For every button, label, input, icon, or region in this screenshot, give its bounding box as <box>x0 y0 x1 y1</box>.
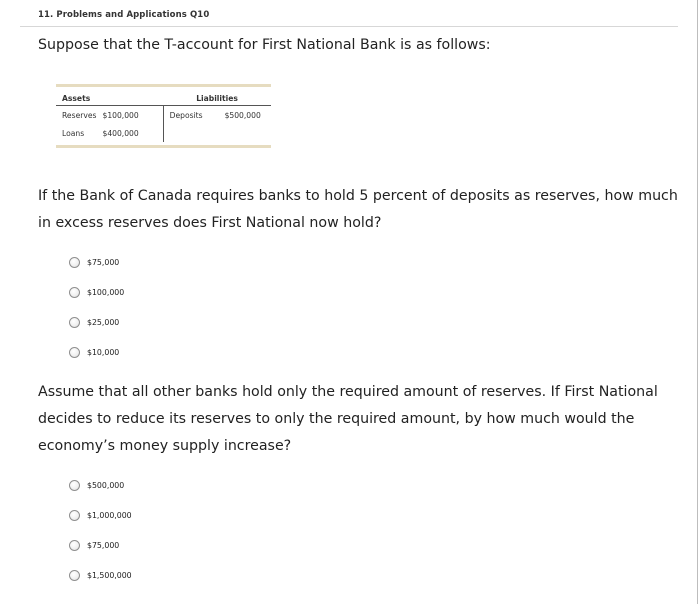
t-account-bottom-bar <box>56 145 271 148</box>
q2-option-4[interactable] <box>69 567 132 583</box>
liability-label <box>163 124 212 142</box>
radio-button-icon[interactable] <box>69 540 80 551</box>
intro-text: Suppose that the T-account for First National Bank is as follows: <box>38 37 491 53</box>
t-account-table <box>56 84 271 148</box>
option-label: $10,000 <box>87 347 120 357</box>
liabilities-header: Liabilities <box>163 87 271 106</box>
q2-option-1[interactable] <box>69 477 124 493</box>
radio-button-icon[interactable] <box>69 570 80 581</box>
q1-option-2[interactable] <box>69 284 124 300</box>
asset-value: $400,000 <box>96 124 163 142</box>
q1-option-4[interactable] <box>69 344 119 360</box>
option-label: $25,000 <box>87 317 120 327</box>
radio-button-icon[interactable] <box>69 257 80 268</box>
radio-button-icon[interactable] <box>69 287 80 298</box>
option-label: $75,000 <box>87 540 120 550</box>
liability-value <box>213 124 271 142</box>
option-label: $1,000,000 <box>87 510 132 520</box>
asset-value: $100,000 <box>96 106 163 125</box>
radio-button-icon[interactable] <box>69 510 80 521</box>
option-label: $75,000 <box>87 257 120 267</box>
q2-option-2[interactable] <box>69 507 132 523</box>
option-label: $500,000 <box>87 480 125 490</box>
header-divider <box>20 26 678 27</box>
asset-label: Reserves <box>62 111 97 120</box>
option-label: $100,000 <box>87 287 125 297</box>
radio-button-icon[interactable] <box>69 480 80 491</box>
q2-option-3[interactable] <box>69 537 119 553</box>
q1-option-3[interactable] <box>69 314 119 330</box>
q1-option-1[interactable] <box>69 254 119 270</box>
radio-button-icon[interactable] <box>69 347 80 358</box>
problem-header: 11. Problems and Applications Q10 <box>38 10 210 20</box>
question-2-text: Assume that all other banks hold only the required amount of reserves. If First National decides to reduce its reserves to only the required amount, by how much would the economy’s money supply increase? <box>38 384 658 454</box>
option-label: $1,500,000 <box>87 570 132 580</box>
table-row <box>56 124 271 142</box>
liability-value: $500,000 <box>224 111 261 120</box>
assets-header: Assets <box>56 87 163 106</box>
asset-label: Loans <box>62 129 85 138</box>
liability-label: Deposits <box>169 111 203 120</box>
radio-button-icon[interactable] <box>69 317 80 328</box>
table-row <box>56 106 271 125</box>
question-1-text: If the Bank of Canada requires banks to hold 5 percent of deposits as reserves, how much in excess reserves does First National now hold? <box>38 188 678 231</box>
